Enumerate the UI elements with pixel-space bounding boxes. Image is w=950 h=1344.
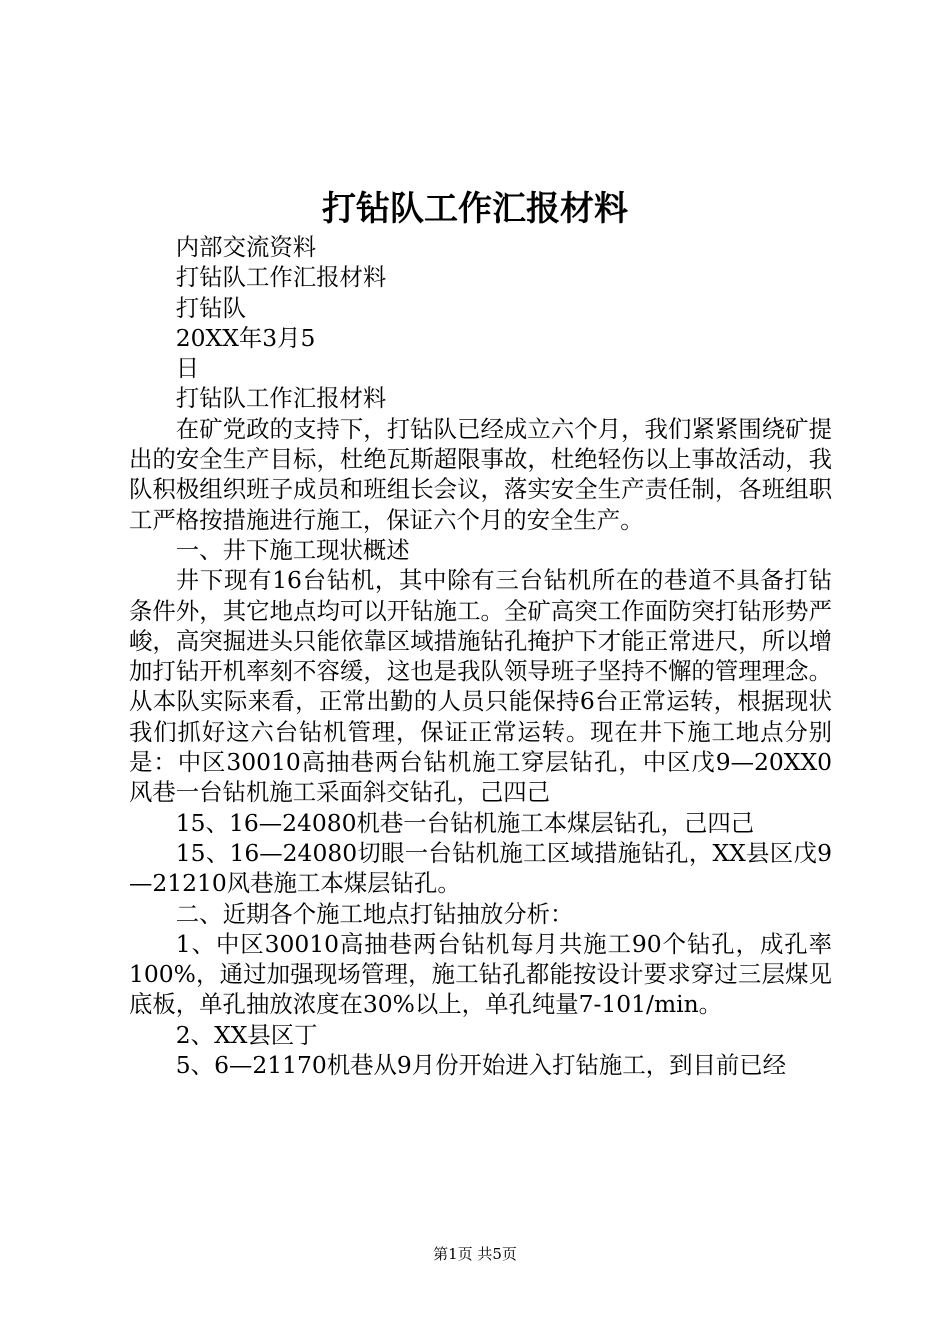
paragraph-subtitle: 打钻队工作汇报材料 xyxy=(175,263,387,292)
paragraph-analysis-1: 1、中区30010高抽巷两台钻机每月共施工90个钻孔，成孔率100%，通过加强现场管理，施工钻孔都能按设计要求穿过三层煤见底板，单孔抽放浓度在30%以上，单孔纯量7-101/min。 xyxy=(129,929,832,1019)
paragraph-intro: 在矿党政的支持下，打钻队已经成立六个月，我们紧紧围绕矿提出的安全生产目标，杜绝瓦斯超限事故，杜绝轻伤以上事故活动，我队积极组织班子成员和班组长会议，落实安全生产责任制，各班组职工严格按措施进行施工，保证六个月的安全生产。 xyxy=(129,414,832,534)
paragraph-analysis-3: 5、6—21170机巷从9月份开始进入打钻施工，到目前已经 xyxy=(175,1051,787,1080)
paragraph-date: 20XX年3月5 xyxy=(175,323,316,352)
document-body xyxy=(129,232,832,1080)
section-heading-2: 二、近期各个施工地点打钻抽放分析： xyxy=(175,899,574,928)
section-heading-1: 一、井下施工现状概述 xyxy=(175,535,410,564)
page-footer: 第1页 共5页 xyxy=(433,1245,517,1263)
document-title: 打钻队工作汇报材料 xyxy=(322,189,628,229)
paragraph-heading-repeat: 打钻队工作汇报材料 xyxy=(175,384,387,413)
paragraph-date-day: 日 xyxy=(175,354,200,383)
paragraph-author: 打钻队 xyxy=(175,293,246,322)
paragraph-section-1: 井下现有16台钻机，其中除有三台钻机所在的巷道不具备打钻条件外，其它地点均可以开钻施工。全矿高突工作面防突打钻形势严峻，高突掘进头只能依靠区域措施钻孔掩护下才能正常进尺，所以增加打钻开机率刻不容缓，这也是我队领导班子坚持不懈的管理理念。从本队实际来看，正常出勤的人员只能保持6台正常运转，根据现状我们抓好这六台钻机管理，保证正常运转。现在井下施工地点分别是：中区30010高抽巷两台钻机施工穿层钻孔，中区戊9—20XX0风巷一台钻机施工采面斜交钻孔，己四己 xyxy=(129,566,832,807)
paragraph-location-2: 15、16—24080切眼一台钻机施工区域措施钻孔，XX县区戊9—21210风巷施工本煤层钻孔。 xyxy=(129,838,832,898)
paragraph-location-1: 15、16—24080机巷一台钻机施工本煤层钻孔，己四己 xyxy=(175,808,755,837)
paragraph-analysis-2: 2、XX县区丁 xyxy=(175,1020,318,1049)
paragraph-internal-note: 内部交流资料 xyxy=(175,233,317,261)
